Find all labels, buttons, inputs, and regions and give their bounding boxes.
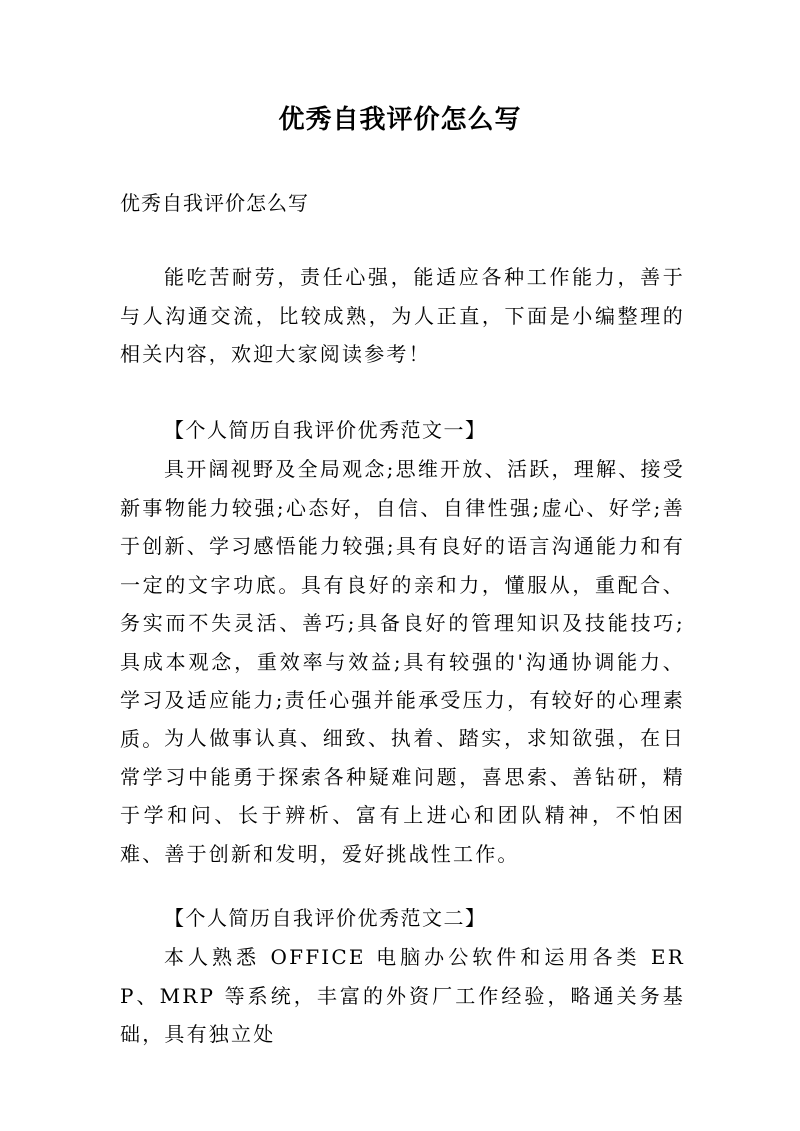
document-subtitle: 优秀自我评价怎么写 — [120, 191, 309, 215]
section1-paragraph-1: 具开阔视野及全局观念;思维开放、活跃，理解、接受新事物能力较强;心态好，自信、自律性强;虚心、好学;善于创新、学习感悟能力较强;具有良好的语言沟通能力和有一定的文字功底。具有良好的亲和力，懂服从，重配合、务实而不失灵活、善巧;具备良好的管理知识及技能技巧;具成本观念，重效率与效益;具有较强的'沟通协调能力、学习及适应能力;责任心强并能承受压力，有较好的心理素质。 — [120, 457, 685, 751]
intro-paragraph: 能吃苦耐劳，责任心强，能适应各种工作能力，善于与人沟通交流，比较成熟，为人正直，下面是小编整理的相关内容，欢迎大家阅读参考！ — [120, 265, 685, 366]
section1-paragraph-2: 为人做事认真、细致、执着、踏实，求知欲强，在日常学习中能勇于探索各种疑难问题，喜思索、善钻研，精于学和问、长于辨析、富有上进心和团队精神，不怕困难、善于创新和发明，爱好挑战性工作。 — [120, 726, 685, 866]
section-heading-1: 【个人简历自我评价优秀范文一】 — [164, 418, 487, 442]
page-title: 优秀自我评价怎么写 — [278, 105, 522, 135]
section2-paragraph-1: 本人熟悉 OFFICE 电脑办公软件和运用各类 ERP、MRP 等系统，丰富的外资厂工作经验，略通关务基础，具有独立处 — [120, 945, 685, 1046]
section-heading-2: 【个人简历自我评价优秀范文二】 — [164, 906, 487, 930]
